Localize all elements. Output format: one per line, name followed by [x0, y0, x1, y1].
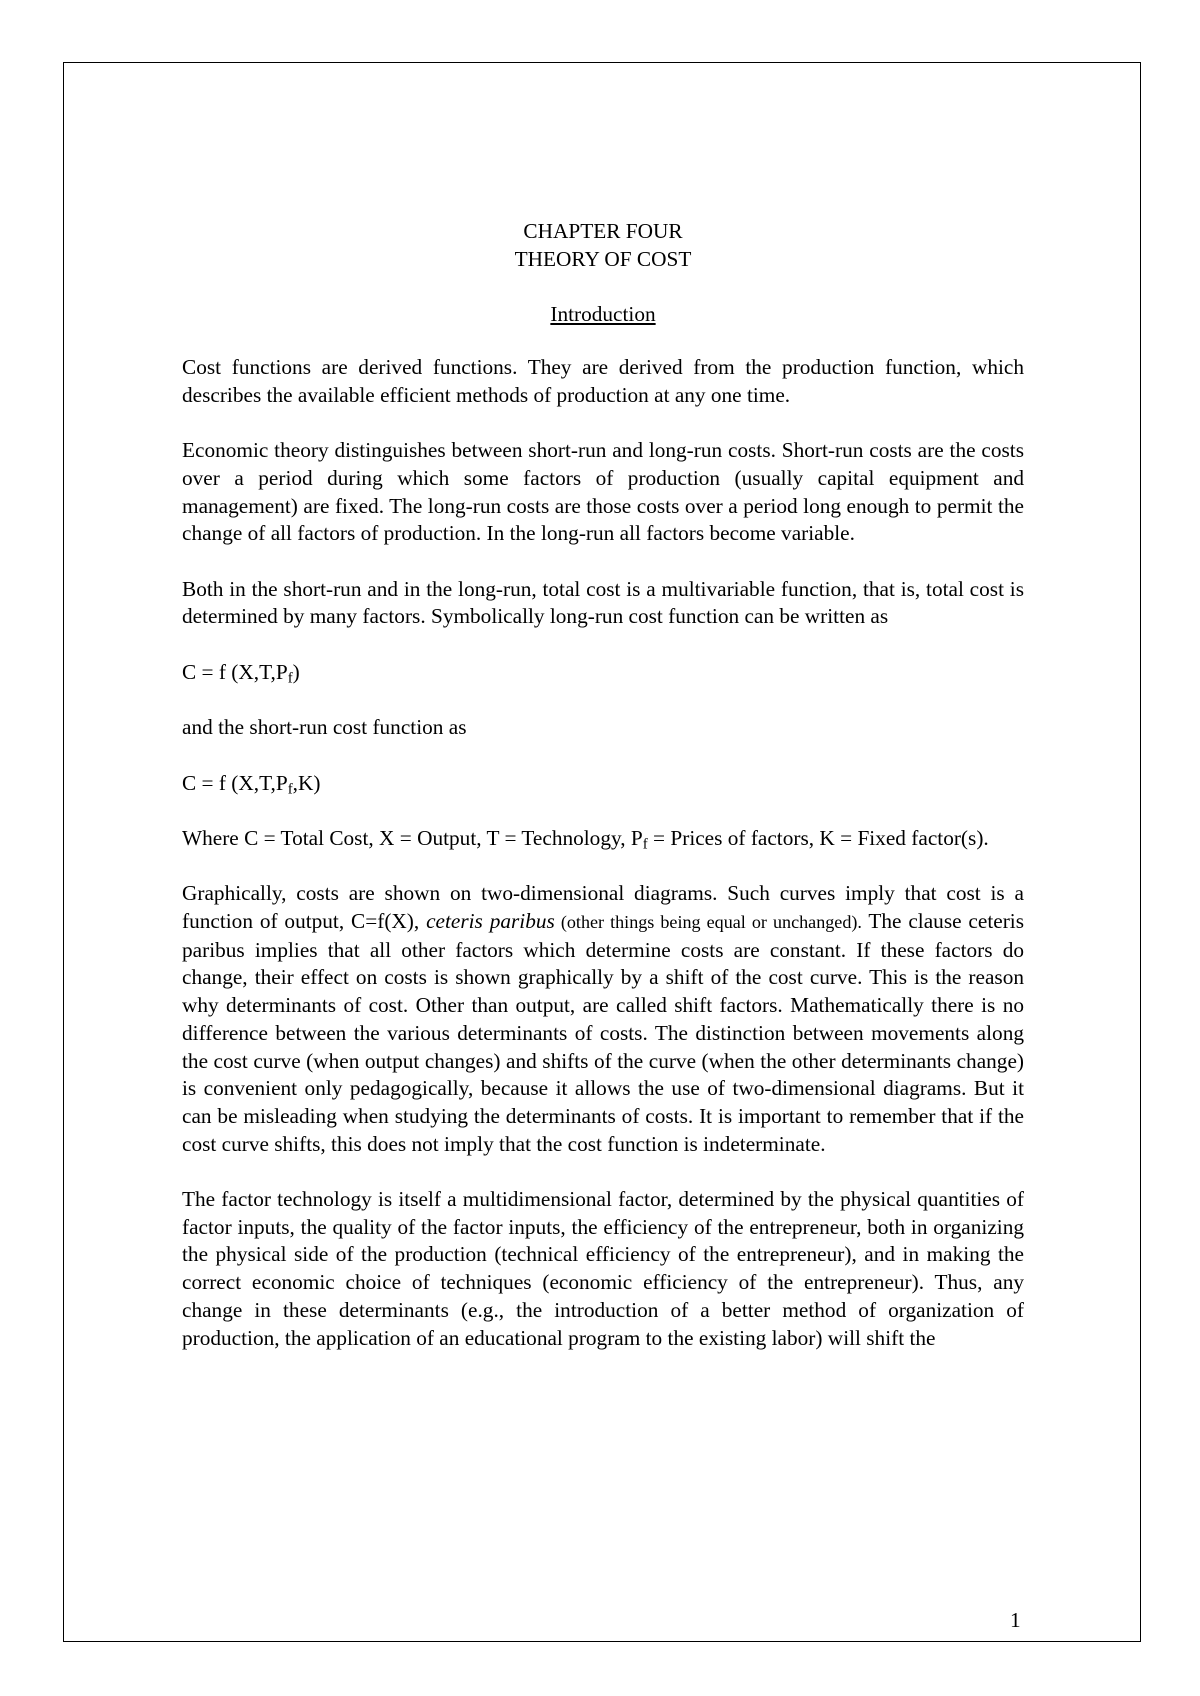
graphical-text-a: Graphically, costs are shown on two-dimensional diagrams. Such curves imply that cost is a function of output, C=f(X), — [182, 881, 1024, 934]
paragraph-short-long-run: Economic theory distinguishes between short-run and long-run costs. Short-run costs are the costs over a period during which some factors of production (usually capital equipment and management) are fixed. The long-run costs are those costs over a period long enough to permit the change of all factors of production. In the long-run all factors become variable. — [182, 438, 1024, 546]
paragraph-technology: The factor technology is itself a multidimensional factor, determined by the physical quantities of factor inputs, the quality of the factor inputs, the efficiency of the entrepreneur, both in organizing the physical side of the production (technical efficiency of the entrepreneur), and in making the correct economic choice of techniques (economic efficiency of the entrepreneur). Thus, any change in these determinants (e.g., the introduction of a better method of organization of production, the application of an educational program to the existing labor) will shift the — [182, 1187, 1024, 1350]
formula-short-run-subscript: f — [287, 781, 293, 798]
formula-short-run — [182, 770, 1024, 798]
formula-short-run-body: C = f (X,T,P — [182, 770, 288, 795]
formula-short-run-close: ,K) — [292, 770, 321, 795]
section-heading-introduction: Introduction — [550, 302, 656, 327]
paragraph-short-run-intro: and the short-run cost function as — [182, 715, 467, 740]
ceteris-paribus-italic: ceteris paribus — [426, 909, 555, 934]
paragraph-cost-functions: Cost functions are derived functions. They are derived from the production function, which describes the available efficient methods of production at any one time. — [182, 355, 1024, 407]
formula-long-run-subscript: f — [287, 670, 293, 687]
chapter-title: THEORY OF COST — [514, 246, 692, 271]
document-body — [182, 218, 1024, 1352]
formula-long-run-close: ) — [292, 659, 300, 684]
paragraph-graphical-costs — [182, 880, 1024, 1158]
chapter-heading — [182, 218, 1024, 273]
paragraph-definitions — [182, 825, 1024, 853]
definitions-text-b: = Prices of factors, K = Fixed factor(s). — [647, 825, 989, 850]
graphical-text-b: The clause ceteris paribus implies that all other factors which determine costs are constant. If these factors do change, their effect on costs is shown graphically by a shift of the cost curve. This is the reason why determinants of cost. Other than output, are called shift factors. Mathematically there is no difference between the various determinants of costs. The distinction between movements along the cost curve (when output changes) and shifts of the curve (when the other determinants change) is convenient only pedagogically, because it allows the use of two-dimensional diagrams. But it can be misleading when studying the determinants of costs. It is important to remember that if the cost curve shifts, this does not imply that the cost function is indeterminate. — [182, 909, 1024, 1156]
definitions-text-a: Where C = Total Cost, X = Output, T = Technology, P — [182, 825, 643, 850]
definitions-subscript: f — [642, 836, 648, 853]
formula-long-run-body: C = f (X,T,P — [182, 659, 288, 684]
paragraph-multivariable: Both in the short-run and in the long-run, total cost is a multivariable function, that is, total cost is determined by many factors. Symbolically long-run cost function can be written as — [182, 576, 1024, 629]
page-number: 1 — [1010, 1608, 1021, 1632]
formula-long-run — [182, 659, 1024, 687]
chapter-number: CHAPTER FOUR — [523, 219, 683, 243]
graphical-text-small: (other things being equal or unchanged). — [554, 912, 862, 933]
